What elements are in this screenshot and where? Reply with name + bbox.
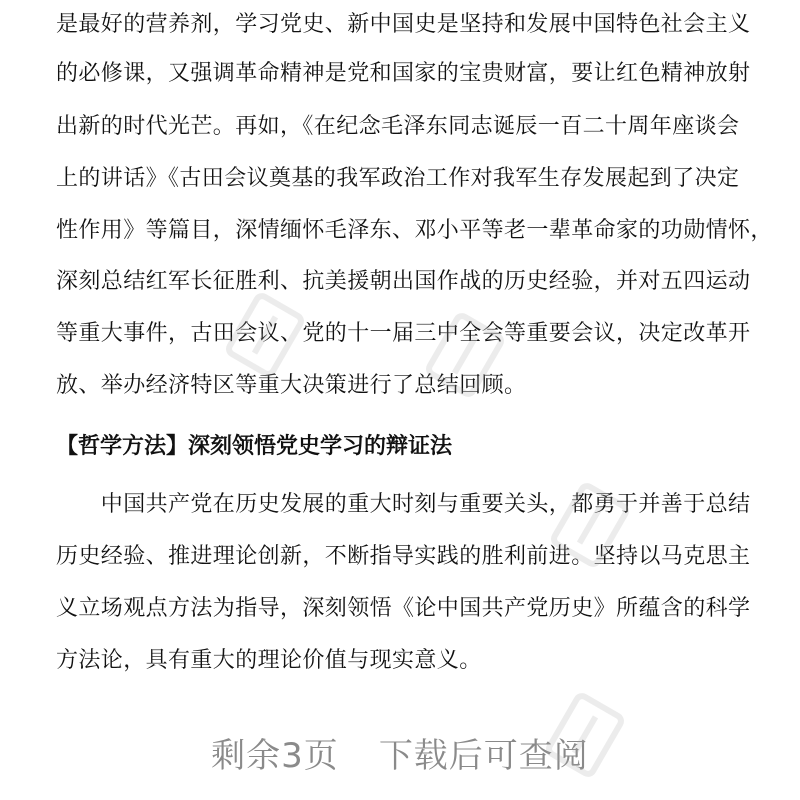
paragraph-1-line-4: 上的讲话》《古田会议奠基的我军政治工作对我军生存发展起到了决定: [56, 166, 740, 191]
watermark-mark-1: [220, 280, 310, 390]
paragraph-2-line-2: 历史经验、推进理论创新，不断指导实践的胜利前进。坚持以马克思主: [56, 544, 751, 569]
paragraph-1-line-6: 深刻总结红军长征胜利、抗美援朝出国作战的历史经验，并对五四运动: [56, 269, 751, 294]
paragraph-1-line-7: 等重大事件，古田会议、党的十一届三中全会等重要会议，决定改革开: [56, 321, 751, 346]
paragraph-2-line-4: 方法论，具有重大的理论价值与现实意义。: [56, 648, 482, 673]
section-heading: 【哲学方法】深刻领悟党史学习的辩证法: [56, 434, 453, 459]
download-banner[interactable]: [0, 732, 800, 780]
watermark-mark-3: [545, 470, 635, 580]
watermark-mark-2: [420, 300, 510, 410]
paragraph-1-line-1: 是最好的营养剂，学习党史、新中国史是坚持和发展中国特色社会主义: [56, 12, 751, 37]
paragraph-1-line-8: 放、举办经济特区等重大决策进行了总结回顾。: [56, 373, 527, 398]
download-prompt-label: 下载后可查阅: [378, 736, 589, 776]
remaining-pages-label: 剩余3页: [211, 736, 339, 776]
paragraph-1-line-5: 性作用》等篇目，深情缅怀毛泽东、邓小平等老一辈革命家的功勋情怀，: [56, 218, 773, 243]
paragraph-1-line-3: 出新的时代光芒。再如，《在纪念毛泽东同志诞辰一百二十周年座谈会: [56, 114, 740, 139]
paragraph-2-line-3: 义立场观点方法为指导，深刻领悟《论中国共产党历史》所蕴含的科学: [56, 596, 751, 621]
watermark-mark-4: [540, 680, 630, 790]
paragraph-2-line-1: 中国共产党在历史发展的重大时刻与重要关头，都勇于并善于总结: [56, 492, 751, 517]
paragraph-1-line-2: 的必修课，又强调革命精神是党和国家的宝贵财富，要让红色精神放射: [56, 61, 751, 86]
